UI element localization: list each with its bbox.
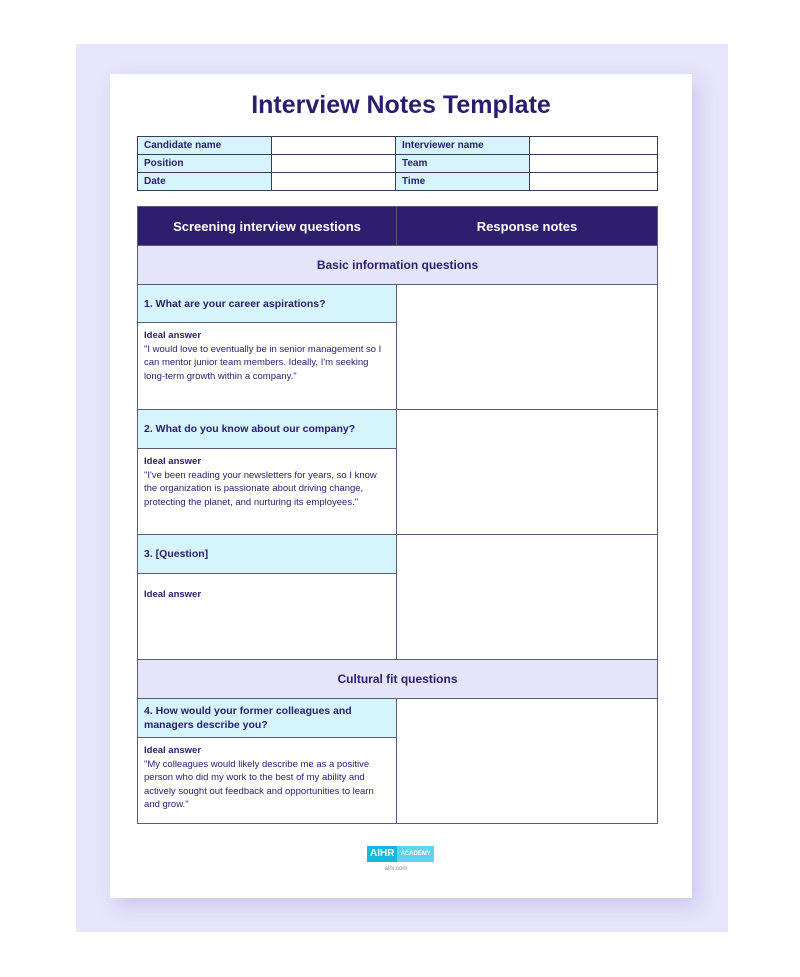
question-text: 3. [Question]: [138, 535, 396, 574]
candidate-name-field[interactable]: [272, 137, 396, 155]
ideal-answer-text: "I would love to eventually be in senior management so I can mentor junior team members. Ideally, I'm seeking long-term growth within a company.": [144, 343, 382, 382]
section-row: [138, 660, 658, 699]
interviewer-name-label: Interviewer name: [396, 137, 530, 155]
question-row: [138, 535, 658, 660]
response-column-header: Response notes: [397, 207, 658, 246]
candidate-name-label: Candidate name: [138, 137, 272, 155]
position-field[interactable]: [272, 155, 396, 173]
ideal-answer-text: "My colleagues would likely describe me as a positive person who did my work to the best of my ability and actively sought out feedback and opportunities to learn and grow.": [144, 758, 374, 810]
document-title: Interview Notes Template: [251, 91, 551, 119]
logo-sub-text: ACADEMY: [397, 846, 433, 862]
question-cell: [138, 535, 397, 660]
team-label: Team: [396, 155, 530, 173]
ideal-answer-label: Ideal answer: [144, 330, 202, 341]
ideal-answer-label: Ideal answer: [144, 745, 202, 756]
time-field[interactable]: [530, 173, 658, 191]
question-cell: [138, 410, 397, 535]
info-row: [138, 173, 658, 191]
ideal-answer-block: [138, 738, 396, 812]
date-field[interactable]: [272, 173, 396, 191]
footer-url: aihr.com: [384, 866, 408, 872]
ideal-answer-block: [138, 323, 396, 383]
response-notes-field[interactable]: [397, 535, 658, 660]
cultural-fit-section: Cultural fit questions: [138, 660, 658, 699]
ideal-answer-label: Ideal answer: [144, 456, 202, 467]
questions-column-header: Screening interview questions: [138, 207, 397, 246]
team-field[interactable]: [530, 155, 658, 173]
question-row: [138, 285, 658, 410]
response-notes-field[interactable]: [397, 410, 658, 535]
response-notes-field[interactable]: [397, 699, 658, 824]
interviewer-name-field[interactable]: [530, 137, 658, 155]
ideal-answer-block: [138, 449, 396, 509]
basic-information-section: Basic information questions: [138, 246, 658, 285]
table-header-row: [138, 207, 658, 246]
ideal-answer-block: [138, 574, 396, 602]
logo-main-text: AIHR: [367, 846, 397, 862]
section-row: [138, 246, 658, 285]
response-notes-field[interactable]: [397, 285, 658, 410]
info-row: [138, 155, 658, 173]
ideal-answer-text: "I've been reading your newsletters for years, so I know the organization is passionate about driving change, protecting the planet, and nurturing its employees.": [144, 469, 377, 508]
question-text: 1. What are your career aspirations?: [138, 285, 396, 323]
question-text: 4. How would your former colleagues and managers describe you?: [138, 699, 396, 738]
ideal-answer-label: Ideal answer: [144, 589, 202, 600]
question-cell: [138, 285, 397, 410]
date-label: Date: [138, 173, 272, 191]
question-cell: [138, 699, 397, 824]
question-text: 2. What do you know about our company?: [138, 410, 396, 449]
time-label: Time: [396, 173, 530, 191]
position-label: Position: [138, 155, 272, 173]
info-row: [138, 137, 658, 155]
question-row: [138, 699, 658, 824]
info-table: [137, 136, 658, 191]
question-row: [138, 410, 658, 535]
aihr-logo: [367, 846, 434, 862]
questions-table: [137, 206, 658, 824]
